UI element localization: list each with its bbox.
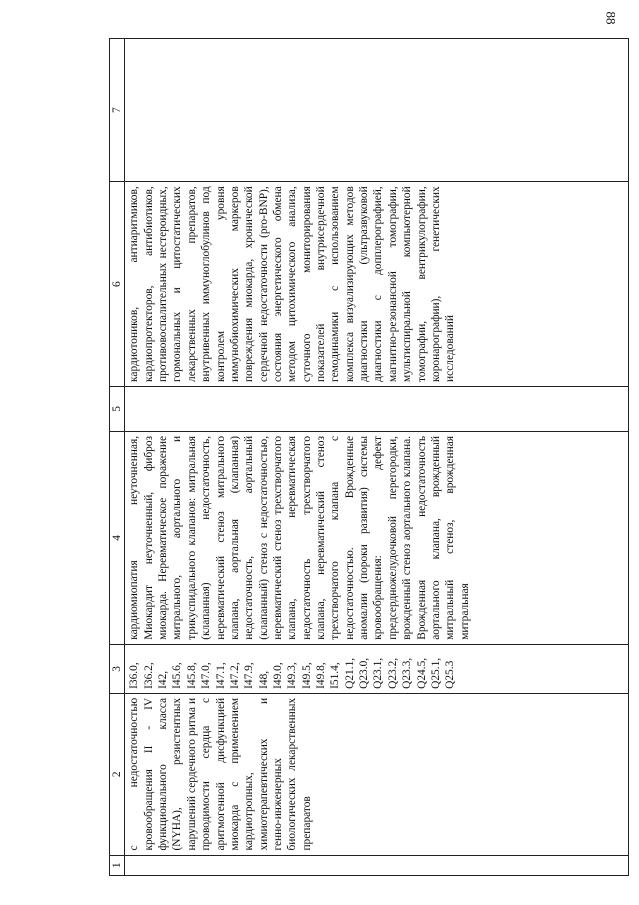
cell-col-5 [125,386,629,431]
table-row [125,39,629,876]
page-number: 88 [603,11,619,25]
col-header-2: 2 [110,693,125,855]
col-header-5: 5 [110,386,125,431]
col-header-6: 6 [110,182,125,387]
cell-col-1 [125,855,629,875]
cell-icd-codes: I36.0, I36.2, I42, I45.6, I45.8, I47.0, I47.1, I47.2, I47.9, I48, I49.0, I49.3, I49.5, I49.8, I51.4, Q21.1, Q23.0, Q23.1, Q23.2, Q23.3, Q24.5, Q25.1, Q25.3 [125,644,629,693]
cell-treatment: кардиотоников, антиаритмиков, кардиопротекторов, антибиотиков, противовоспалительных нестероидных, гормональных и цитостатических лекарственных препаратов, внутривенных иммуноглобулинов под контролем уровня иммунобиохимических маркеров повреждения миокарда, хронической сердечной недостаточности (pro-BNP), состояния энергетического обмена методом цитохимического анализа, суточного мониторирования показателей внутрисердечной гемодинамики с использованием комплекса визуализирующих методов диагностики (ультразвуковой диагностики с допплерографией, магнитно-резонансной томографии, мультиспиральной компьютерной томографии, вентрикулографии, коронарографии), генетических исследований [125,182,629,387]
cell-indication: с недостаточностью кровообращения II - IV функционального класса (NYHA), резистентных нарушений сердечного ритма и проводимости сердца с аритмогенной дисфункцией миокарда с применением кардиотропных, химиотерапевтических и генно-инженерных биологических лекарственных препаратов [125,693,629,855]
col-header-3: 3 [110,644,125,693]
table-header-row [110,39,125,876]
cell-col-7 [125,39,629,182]
document-table [109,38,629,876]
rotated-table-container [109,38,629,876]
col-header-4: 4 [110,431,125,644]
col-header-1: 1 [110,855,125,875]
cell-diagnosis: кардиомиопатия неуточненная, Миокардит неуточненный, фиброз миокарда. Неревматическое поражение митрального, аортального и трикуспидального клапанов: митральная (клапанная) недостаточность, неревматический стеноз митрального клапана, аортальная (клапанная) недостаточность, аортальный (клапанный) стеноз с недостаточностью, неревматический стеноз трехстворчатого клапана, неревматическая недостаточность трехстворчатого клапана, неревматический стеноз трехстворчатого клапана с недостаточностью. Врожденные аномалии (пороки развития) системы кровообращения: дефект предсердножелудочковой перегородки, врожденный стеноз аортального клапана. Врожденная недостаточность аортального клапана, врожденный митральный стеноз, врожденная митральная [125,431,629,644]
col-header-7: 7 [110,39,125,182]
